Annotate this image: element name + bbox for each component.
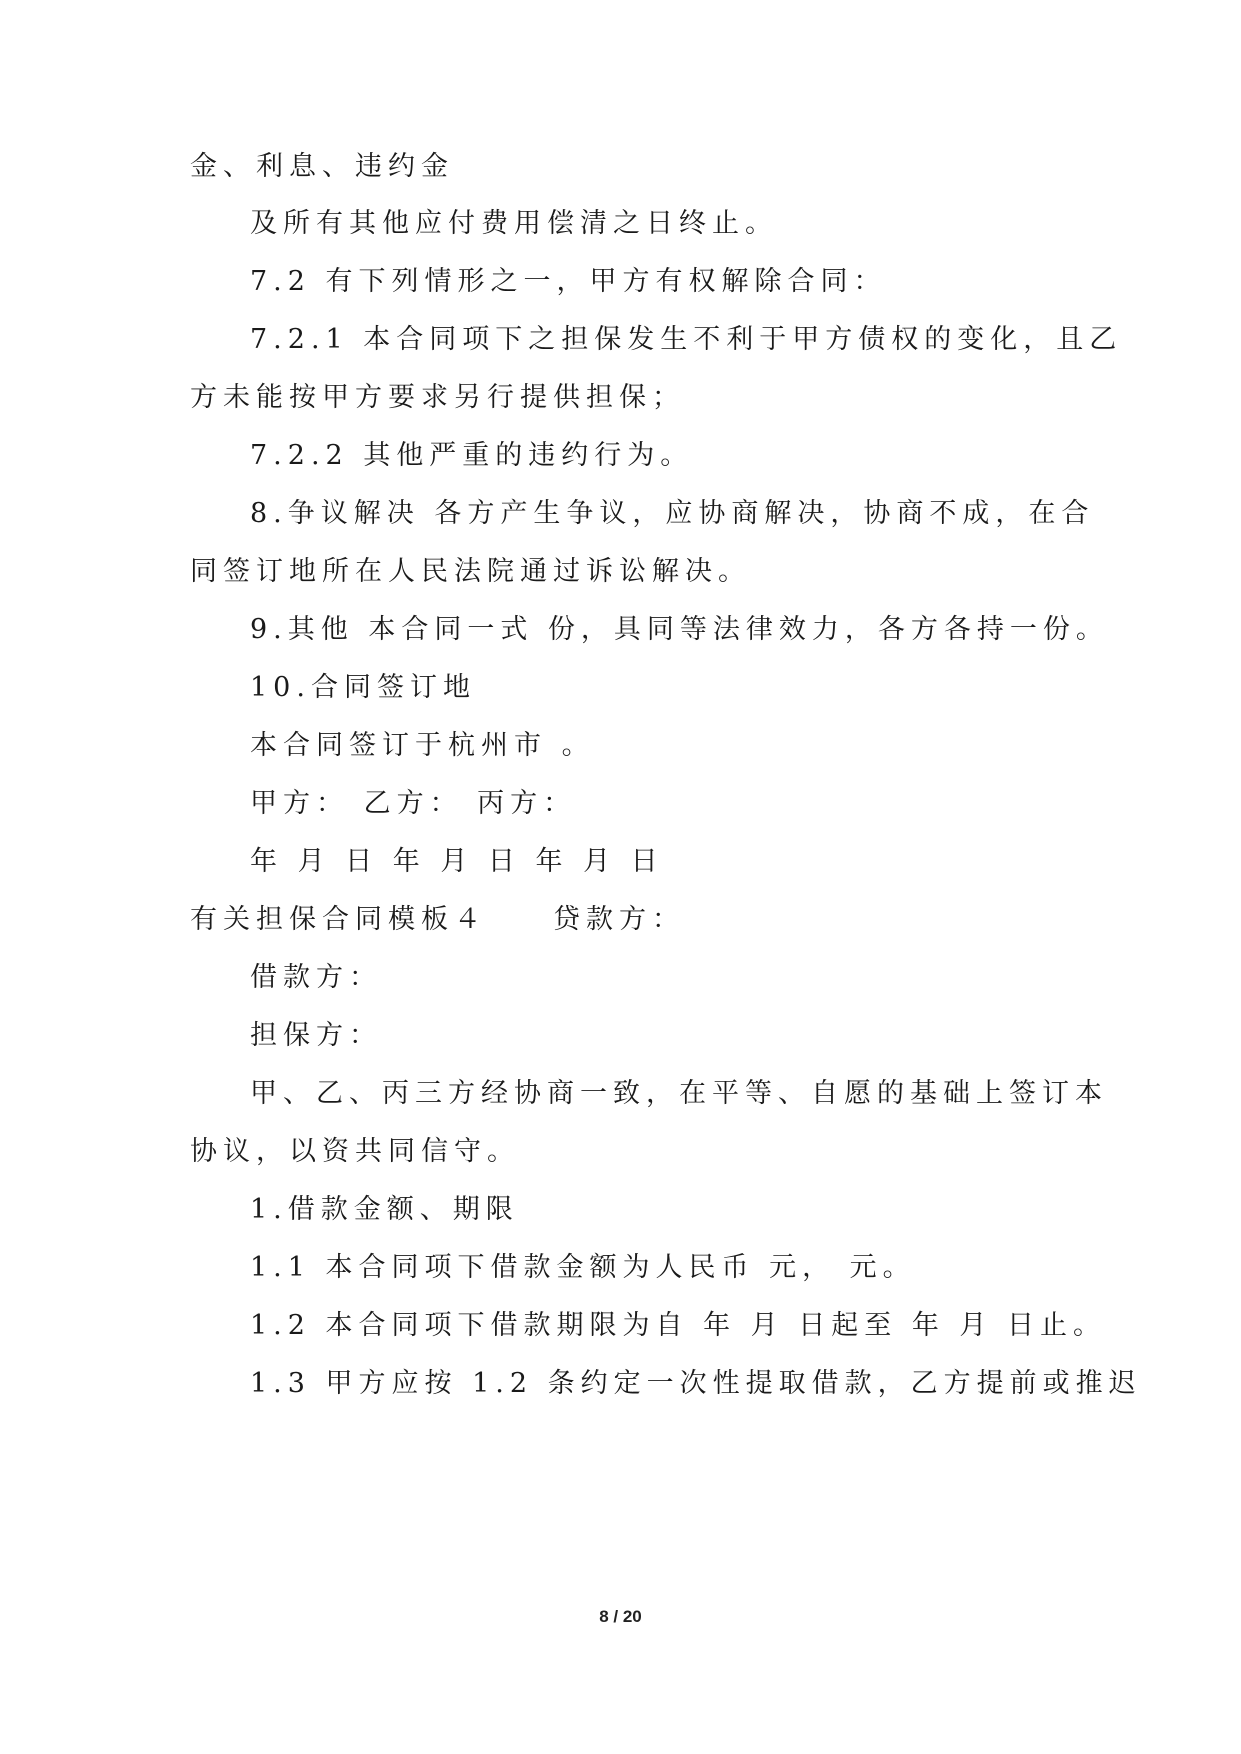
text-line: 担保方： [250,1020,382,1051]
text-line: 7.2.2 其他严重的违约行为。 [250,440,694,471]
text-line: 本合同签订于杭州市 。 [250,730,595,761]
text-line: 金、利息、违约金 [190,151,454,182]
text-line: 年 月 日 年 月 日 年 月 日 [250,846,664,877]
section-heading: 有关担保合同模板４ 贷款方： [190,904,685,935]
text-line: 协议，以资共同信守。 [190,1136,520,1167]
text-line: 7.2.1 本合同项下之担保发生不利于甲方债权的变化，且乙 [250,324,1123,355]
text-line: 甲方： 乙方： 丙方： [250,788,577,819]
text-line: 7.2 有下列情形之一，甲方有权解除合同： [250,266,887,297]
text-line: 8.争议解决 各方产生争议，应协商解决，协商不成，在合 [250,498,1095,529]
text-line: 方未能按甲方要求另行提供担保； [190,382,685,413]
text-line: 及所有其他应付费用偿清之日终止。 [250,208,778,239]
text-line: 1.3 甲方应按 1.2 条约定一次性提取借款，乙方提前或推迟 [250,1368,1142,1399]
text-line: 甲、乙、丙三方经协商一致，在平等、自愿的基础上签订本 [250,1078,1108,1109]
text-line: 10.合同签订地 [250,672,476,703]
text-line: 9.其他 本合同一式 份，具同等法律效力，各方各持一份。 [250,614,1109,645]
text-line: 借款方： [250,962,382,993]
text-line: 1.借款金额、期限 [250,1194,519,1225]
page-number: 8 / 20 [599,1607,642,1626]
text-line: 1.1 本合同项下借款金额为人民币 元， 元。 [250,1252,916,1283]
text-line: 1.2 本合同项下借款期限为自 年 月 日起至 年 月 日止。 [250,1310,1107,1341]
text-line: 同签订地所在人民法院通过诉讼解决。 [190,556,751,587]
